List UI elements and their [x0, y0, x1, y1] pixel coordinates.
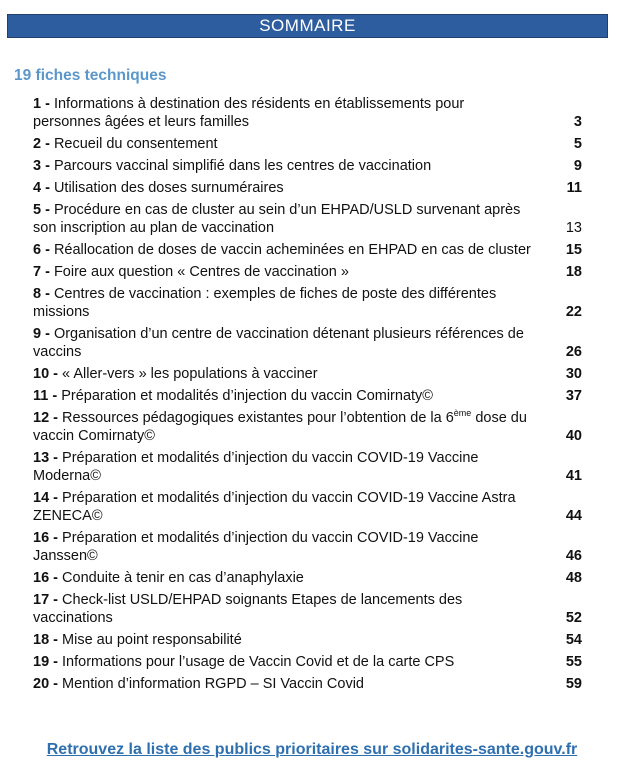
entry-title: Parcours vaccinal simplifié dans les centres de vaccination	[53, 158, 432, 174]
toc-entry-5[interactable]	[33, 201, 582, 237]
entry-title: Informations pour l’usage de Vaccin Covid et de la carte CPS	[62, 654, 455, 670]
entry-page: 40	[565, 428, 582, 444]
entry-title: Mise au point responsabilité	[62, 632, 242, 648]
toc-entry-8[interactable]	[33, 285, 582, 321]
entry-number: 14 -	[33, 490, 58, 506]
entry-title: Utilisation des doses surnuméraires	[53, 180, 284, 196]
entry-page: 18	[565, 264, 582, 280]
entry-title: Recueil du consentement	[53, 136, 218, 152]
toc-entry-16[interactable]	[33, 569, 582, 587]
entry-number: 16 -	[33, 530, 58, 546]
entry-number: 7 -	[33, 264, 50, 280]
entry-title: Centres de vaccination : exemples de fiches de poste des différentes missions	[33, 286, 497, 320]
toc-entry-13[interactable]	[33, 449, 582, 485]
entry-number: 9 -	[33, 326, 50, 342]
toc-entry-10[interactable]	[33, 365, 582, 383]
entry-title: Conduite à tenir en cas d’anaphylaxie	[62, 570, 304, 586]
toc-entry-18[interactable]	[33, 631, 582, 649]
table-of-contents	[33, 95, 582, 697]
entry-number: 1 -	[33, 96, 50, 112]
toc-entry-4[interactable]	[33, 179, 582, 197]
entry-title: Préparation et modalités d’injection du vaccin COVID-19 Vaccine Moderna©	[33, 450, 479, 484]
toc-entry-19[interactable]	[33, 653, 582, 671]
entry-page: 46	[565, 548, 582, 564]
entry-title: Réallocation de doses de vaccin acheminées en EHPAD en cas de cluster	[53, 242, 531, 258]
entry-page: 13	[565, 220, 582, 236]
entry-number: 19 -	[33, 654, 58, 670]
entry-page: 26	[565, 344, 582, 360]
entry-page: 55	[565, 654, 582, 670]
entry-number: 12 -	[33, 410, 58, 426]
entry-title: Préparation et modalités d’injection du vaccin COVID-19 Vaccine Janssen©	[33, 530, 479, 564]
toc-entry-15[interactable]	[33, 529, 582, 565]
entry-number: 8 -	[33, 286, 50, 302]
entry-page: 37	[565, 388, 582, 404]
entry-title: Foire aux question « Centres de vaccination »	[53, 264, 349, 280]
entry-number: 10 -	[33, 366, 58, 382]
entry-page: 30	[565, 366, 582, 382]
entry-number: 6 -	[33, 242, 50, 258]
entry-number: 5 -	[33, 202, 50, 218]
toc-entry-11[interactable]	[33, 387, 582, 405]
toc-entry-9[interactable]	[33, 325, 582, 361]
entry-number: 18 -	[33, 632, 58, 648]
toc-entry-3[interactable]	[33, 157, 582, 175]
toc-entry-2[interactable]	[33, 135, 582, 153]
priority-publics-link[interactable]: Retrouvez la liste des publics prioritaires sur solidarites-sante.gouv.fr	[46, 741, 578, 758]
entry-title: Ressources pédagogiques existantes pour l’obtention de la 6ème dose du vaccin Comirnaty©	[33, 408, 527, 444]
entry-page: 11	[566, 180, 582, 196]
entry-page: 44	[565, 508, 582, 524]
toc-entry-7[interactable]	[33, 263, 582, 281]
toc-entry-12[interactable]	[33, 409, 582, 445]
entry-title: Organisation d’un centre de vaccination détenant plusieurs références de vaccins	[33, 326, 524, 360]
entry-page: 22	[565, 304, 582, 320]
toc-entry-20[interactable]	[33, 675, 582, 693]
entry-number: 17 -	[33, 592, 58, 608]
entry-page: 9	[573, 158, 582, 174]
entry-number: 3 -	[33, 158, 50, 174]
entry-title: Check-list USLD/EHPAD soignants Etapes de lancements des vaccinations	[33, 592, 463, 626]
entry-page: 59	[565, 676, 582, 692]
toc-entry-14[interactable]	[33, 489, 582, 525]
entry-page: 52	[565, 610, 582, 626]
entry-number: 16 -	[33, 570, 58, 586]
toc-entry-1[interactable]	[33, 95, 582, 131]
page-title: SOMMAIRE	[259, 16, 356, 35]
entry-title: Mention d’information RGPD – SI Vaccin Covid	[62, 676, 364, 692]
superscript: ème	[453, 408, 472, 419]
entry-title: Préparation et modalités d’injection du vaccin COVID-19 Vaccine Astra ZENECA©	[33, 490, 516, 524]
sommaire-banner	[7, 14, 608, 38]
toc-entry-17[interactable]	[33, 591, 582, 627]
entry-number: 13 -	[33, 450, 58, 466]
entry-page: 15	[565, 242, 582, 258]
entry-page: 48	[565, 570, 582, 586]
section-subtitle: 19 fiches techniques	[14, 67, 167, 84]
entry-page: 54	[565, 632, 582, 648]
entry-number: 20 -	[33, 676, 58, 692]
entry-title: Préparation et modalités d’injection du vaccin Comirnaty©	[61, 388, 433, 404]
entry-title: Informations à destination des résidents en établissements pour personnes âgées et leurs familles	[33, 96, 465, 130]
entry-number: 11 -	[33, 388, 58, 404]
entry-title: Procédure en cas de cluster au sein d’un EHPAD/USLD survenant après son inscription au plan de vaccination	[33, 202, 521, 236]
entry-number: 2 -	[33, 136, 50, 152]
entry-page: 3	[573, 114, 582, 130]
entry-page: 41	[565, 468, 582, 484]
toc-entry-6[interactable]	[33, 241, 582, 259]
entry-number: 4 -	[33, 180, 50, 196]
entry-title: « Aller-vers » les populations à vacciner	[62, 366, 318, 382]
entry-page: 5	[573, 136, 582, 152]
